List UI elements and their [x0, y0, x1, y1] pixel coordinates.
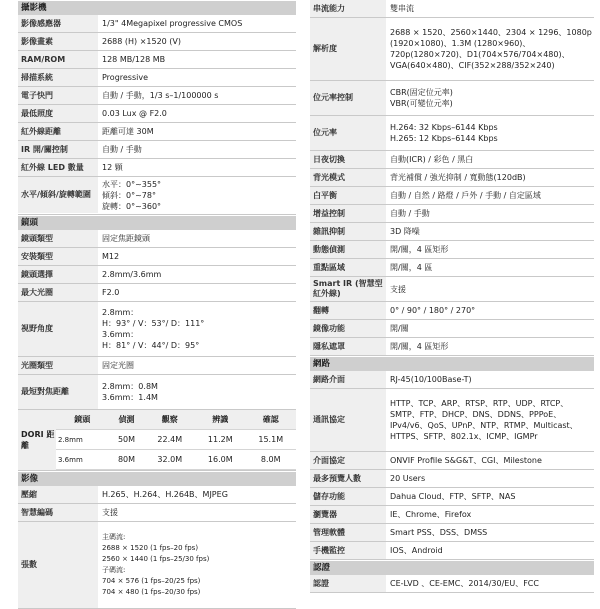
spec-value-line: F2.0	[102, 288, 120, 297]
spec-value	[386, 277, 594, 301]
dori-header-cell: 觀察	[145, 410, 195, 430]
spec-value	[386, 452, 594, 469]
spec-value-line: 12 顆	[102, 163, 123, 172]
spec-value	[98, 302, 296, 356]
fps-line: 子碼流:	[102, 566, 126, 574]
section-lens: 鏡頭	[18, 216, 296, 230]
right-column	[300, 0, 600, 600]
spec-row	[18, 357, 296, 375]
spec-row	[310, 259, 594, 277]
spec-row	[18, 87, 296, 105]
dori-cell: 16.0M	[195, 450, 245, 470]
spec-value-line: VBR(可變位元率)	[390, 99, 453, 108]
spec-row	[310, 575, 594, 593]
spec-value	[98, 159, 296, 176]
spec-value-line: 背光補償 / 強光抑制 / 寬動態(120dB)	[390, 173, 526, 182]
spec-row	[310, 371, 594, 389]
dori-cell: 8.0M	[245, 450, 296, 470]
spec-value-line: CBR(固定位元率)	[390, 88, 453, 97]
spec-value-line: IE、Chrome、Firefox	[390, 510, 472, 519]
spec-value-line: 水平：0°~355°	[102, 180, 162, 189]
spec-label: 背光模式	[310, 169, 386, 186]
section-cert: 認證	[310, 561, 594, 575]
spec-value-line: 2.8mm：	[102, 308, 139, 317]
spec-value	[386, 169, 594, 186]
spec-row	[310, 187, 594, 205]
spec-value	[386, 524, 594, 541]
dori-cell: 32.0M	[145, 450, 195, 470]
spec-row	[310, 524, 594, 542]
spec-row	[18, 486, 296, 504]
fps-label: 張數	[18, 522, 98, 608]
spec-label: 壓縮	[18, 486, 98, 503]
spec-row	[310, 0, 594, 18]
spec-value-line: 自動 / 手動	[102, 145, 142, 154]
spec-row	[18, 248, 296, 266]
spec-value	[98, 123, 296, 140]
spec-value	[98, 69, 296, 86]
spec-value	[386, 575, 594, 592]
spec-value-line: H.265: 12 Kbps–6144 Kbps	[390, 134, 498, 143]
fps-line: 704 × 480 (1 fps–20/30 fps)	[102, 588, 201, 596]
spec-label: 隱私遮罩	[310, 338, 386, 355]
spec-value	[386, 18, 594, 80]
section-camera: 攝影機	[18, 1, 296, 15]
spec-row	[310, 151, 594, 169]
spec-value-line: 128 MB/128 MB	[102, 55, 166, 64]
spec-row	[18, 375, 296, 410]
spec-row	[18, 177, 296, 215]
spec-label: 位元率	[310, 116, 386, 150]
spec-value	[386, 0, 594, 17]
spec-value	[98, 230, 296, 247]
dori-row	[56, 450, 296, 470]
spec-value	[98, 375, 296, 409]
spec-value-line: H.264: 32 Kbps–6144 Kbps	[390, 123, 498, 132]
spec-label: 日夜切換	[310, 151, 386, 168]
spec-value-line: Smart PSS、DSS、DMSS	[390, 528, 488, 537]
spec-row	[310, 488, 594, 506]
spec-value-line: 自動 / 手動	[390, 209, 430, 218]
spec-row	[310, 205, 594, 223]
spec-label: 鏡頭類型	[18, 230, 98, 247]
spec-value	[386, 241, 594, 258]
spec-value-line: 0° / 90° / 180° / 270°	[390, 306, 476, 315]
spec-label: 紅外線 LED 數量	[18, 159, 98, 176]
spec-value-line: 3.6mm：	[102, 330, 139, 339]
spec-row	[310, 116, 594, 151]
spec-value	[98, 51, 296, 68]
spec-row	[310, 223, 594, 241]
spec-value	[386, 187, 594, 204]
spec-value-line: 2688 × 1520、2560×1440、2304 × 1296、1080p	[390, 28, 592, 37]
spec-label: 最低照度	[18, 105, 98, 122]
dori-label: DORI 距離	[18, 410, 56, 470]
spec-value-line: 固定焦距鏡頭	[102, 234, 150, 243]
spec-label: 雜訊抑制	[310, 223, 386, 240]
spec-value-line: 1/3" 4Megapixel progressive CMOS	[102, 19, 243, 28]
spec-value	[386, 389, 594, 451]
spec-label: 增益控制	[310, 205, 386, 222]
spec-value-line: 傾斜：0°~78°	[102, 191, 156, 200]
spec-value-line: H.265、H.264、H.264B、MJPEG	[102, 490, 228, 499]
spec-label: 最短對焦距離	[18, 375, 98, 409]
spec-value	[386, 320, 594, 337]
spec-row	[310, 241, 594, 259]
spec-label: 認證	[310, 575, 386, 592]
spec-label: 鏡頭選擇	[18, 266, 98, 283]
spec-row	[310, 470, 594, 488]
spec-row	[310, 18, 594, 81]
spec-value	[386, 205, 594, 222]
spec-label: 位元率控制	[310, 81, 386, 115]
spec-row	[18, 105, 296, 123]
spec-value	[386, 338, 594, 355]
spec-label: 紅外線距離	[18, 123, 98, 140]
stream-rows	[310, 0, 594, 356]
spec-label: 白平衡	[310, 187, 386, 204]
spec-label: 視野角度	[18, 302, 98, 356]
spec-value	[98, 266, 296, 283]
spec-value-line: 3.6mm：1.4M	[102, 393, 158, 402]
spec-value	[98, 248, 296, 265]
spec-row	[310, 542, 594, 560]
spec-value-line: 2.8mm/3.6mm	[102, 270, 162, 279]
spec-value-line: 開/關	[390, 324, 409, 333]
spec-value-line: (1920×1080)、1.3M (1280×960)、	[390, 39, 531, 48]
spec-value	[386, 81, 594, 115]
fps-line: 2688 × 1520 (1 fps–20 fps)	[102, 544, 199, 552]
dori-cell: 3.6mm	[56, 450, 108, 470]
spec-value-line: 開/關，4 區矩形	[390, 245, 449, 254]
dori-header-cell: 確認	[245, 410, 296, 430]
spec-value	[386, 470, 594, 487]
spec-value-line: RJ-45(10/100Base-T)	[390, 375, 472, 384]
spec-label: 最多預覽人數	[310, 470, 386, 487]
spec-value	[98, 87, 296, 104]
dori-block	[18, 410, 296, 471]
camera-rows	[18, 15, 296, 215]
spec-label: 鏡像功能	[310, 320, 386, 337]
video-rows	[18, 486, 296, 522]
spec-row	[18, 69, 296, 87]
fps-value	[98, 522, 296, 608]
spec-value-line: 20 Users	[390, 474, 426, 483]
spec-row	[310, 389, 594, 452]
spec-label: 影像畫素	[18, 33, 98, 50]
spec-value	[386, 151, 594, 168]
spec-label: 動態偵測	[310, 241, 386, 258]
spec-value-line: 固定光圈	[102, 361, 134, 370]
spec-value-line: Progressive	[102, 73, 149, 82]
spec-value	[386, 542, 594, 559]
spec-value-line: 2.8mm：0.8M	[102, 382, 158, 391]
spec-value-line: Dahua Cloud、FTP、SFTP、NAS	[390, 492, 516, 501]
network-rows	[310, 371, 594, 560]
dori-row	[56, 430, 296, 450]
dori-cell: 2.8mm	[56, 430, 108, 450]
dori-cell: 50M	[108, 430, 144, 450]
spec-value-line: 3D 降噪	[390, 227, 420, 236]
section-network: 網路	[310, 357, 594, 371]
spec-value-line: 720p(1280×720)、D1(704×576/704×480)、	[390, 50, 570, 59]
spec-value-line: H：93° / V：53°/ D：111°	[102, 319, 205, 328]
spec-value	[386, 371, 594, 388]
spec-label: 翻轉	[310, 302, 386, 319]
cert-rows	[310, 575, 594, 593]
dori-cell: 11.2M	[195, 430, 245, 450]
dori-header-cell: 辨識	[195, 410, 245, 430]
fps-line: 704 × 576 (1 fps–20/25 fps)	[102, 577, 201, 585]
spec-label: 串流能力	[310, 0, 386, 17]
spec-label: 影像感應器	[18, 15, 98, 32]
spec-row	[310, 506, 594, 524]
spec-value-line: IOS、Android	[390, 546, 443, 555]
spec-row	[18, 504, 296, 522]
spec-value	[386, 116, 594, 150]
spec-value-line: 開/關，4 區	[390, 263, 433, 272]
spec-value	[386, 223, 594, 240]
spec-value-line: HTTPS、SFTP、802.1x、ICMP、IGMPr	[390, 432, 538, 441]
spec-row	[18, 159, 296, 177]
spec-label: 最大光圈	[18, 284, 98, 301]
spec-label: 管理軟體	[310, 524, 386, 541]
spec-label: 智慧編碼	[18, 504, 98, 521]
spec-label: 安裝類型	[18, 248, 98, 265]
spec-row	[18, 15, 296, 33]
spec-label: 水平/傾斜/旋轉範圍	[18, 177, 98, 213]
dori-cell: 15.1M	[245, 430, 296, 450]
spec-row	[310, 169, 594, 187]
spec-row	[18, 141, 296, 159]
spec-row	[310, 338, 594, 356]
spec-value-line: 0.03 Lux @ F2.0	[102, 109, 167, 118]
spec-value-line: 支援	[390, 284, 406, 294]
spec-row	[310, 81, 594, 116]
spec-label: IR 開/關控制	[18, 141, 98, 158]
spec-value-line: HTTP、TCP、ARP、RTSP、RTP、UDP、RTCP、	[390, 399, 569, 408]
fps-line: 2560 × 1440 (1 fps–25/30 fps)	[102, 555, 210, 563]
spec-value	[98, 504, 296, 521]
spec-value-line: VGA(640×480)、CIF(352×288/352×240)	[390, 61, 555, 70]
spec-value-line: 距離可達 30M	[102, 127, 154, 136]
lens-rows	[18, 230, 296, 410]
dori-header-cell: 偵測	[108, 410, 144, 430]
dori-cell: 22.4M	[145, 430, 195, 450]
spec-value-line: 雙串流	[390, 4, 414, 13]
spec-label: Smart IR (智慧型紅外線)	[310, 277, 386, 301]
fps-row	[18, 522, 296, 609]
spec-value-line: 自動(ICR) / 彩色 / 黑白	[390, 155, 474, 164]
spec-value-line: M12	[102, 252, 120, 261]
spec-value-line: 開/關，4 區矩形	[390, 342, 449, 351]
spec-value-line: 2688 (H) ×1520 (V)	[102, 37, 182, 46]
spec-value	[386, 259, 594, 276]
spec-label: 通訊協定	[310, 389, 386, 451]
spec-label: 手機監控	[310, 542, 386, 559]
spec-value	[386, 506, 594, 523]
spec-row	[310, 452, 594, 470]
spec-value	[98, 177, 296, 214]
spec-value-line: CE-LVD 、CE-EMC、2014/30/EU、FCC	[390, 579, 539, 588]
spec-value	[98, 141, 296, 158]
spec-value	[98, 15, 296, 32]
spec-value-line: 自動 / 自然 / 路燈 / 戶外 / 手動 / 自定區域	[390, 191, 541, 200]
spec-row	[18, 33, 296, 51]
left-column	[0, 0, 300, 600]
spec-value-line: 旋轉：0°~360°	[102, 202, 162, 211]
spec-row	[18, 302, 296, 357]
spec-value-line: 支援	[102, 508, 118, 517]
spec-label: RAM/ROM	[18, 51, 98, 68]
spec-label: 介面協定	[310, 452, 386, 469]
spec-label: 瀏覽器	[310, 506, 386, 523]
spec-label: 掃描系統	[18, 69, 98, 86]
spec-row	[18, 284, 296, 302]
spec-row	[18, 123, 296, 141]
spec-row	[310, 320, 594, 338]
spec-value-line: 自動 / 手動，1/3 s–1/100000 s	[102, 91, 219, 100]
spec-label: 光圈類型	[18, 357, 98, 374]
spec-row	[18, 51, 296, 69]
dori-cell: 80M	[108, 450, 144, 470]
spec-label: 解析度	[310, 18, 386, 80]
fps-line: 主碼流:	[102, 533, 126, 541]
spec-value	[98, 486, 296, 503]
spec-value-line: SMTP、FTP、DHCP、DNS、DDNS、PPPoE、	[390, 410, 562, 419]
spec-row	[310, 302, 594, 320]
dori-header-cell: 鏡頭	[56, 410, 108, 430]
spec-value	[386, 302, 594, 319]
spec-label: 重點區域	[310, 259, 386, 276]
spec-value	[98, 284, 296, 301]
spec-label: 儲存功能	[310, 488, 386, 505]
spec-row	[18, 266, 296, 284]
spec-value	[98, 105, 296, 122]
spec-value	[386, 488, 594, 505]
dori-header-row	[56, 410, 296, 430]
dori-table	[56, 410, 296, 470]
spec-label: 電子快門	[18, 87, 98, 104]
spec-row	[310, 277, 594, 302]
spec-value-line: ONVIF Profile S&G&T、CGI、Milestone	[390, 456, 542, 465]
spec-value	[98, 357, 296, 374]
section-video: 影像	[18, 472, 296, 486]
spec-row	[18, 230, 296, 248]
spec-value-line: IPv4/v6、QoS、UPnP、NTP、RTMP、Multicast、	[390, 421, 578, 430]
spec-value	[98, 33, 296, 50]
spec-label: 網路介面	[310, 371, 386, 388]
spec-value-line: H：81° / V：44°/ D：95°	[102, 341, 200, 350]
